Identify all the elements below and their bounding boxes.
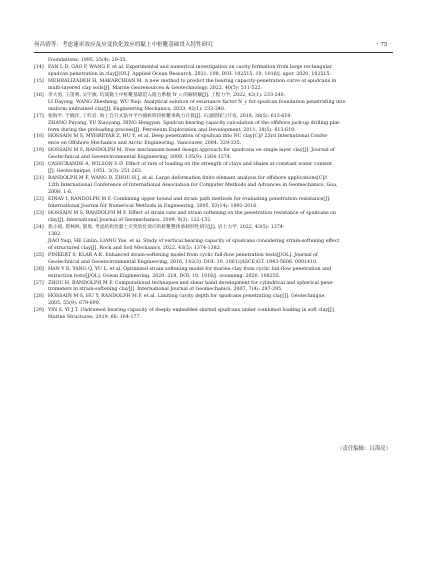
reference-text-line: International Journal for Numerical Methods in Engineering, 2005, 63(14): 1991-2016. <box>48 204 258 210</box>
reference-text-line: PINKERT S, KLAR A K. Enhanced strain-softening model from cyclic full-flow penetration tests[J/OL]. Journal of <box>48 252 318 258</box>
reference-text-line: EINAV I, RANDOLPH M F. Combining upper bound and strain path methods for evaluating penetration resistance[J]. <box>48 197 331 203</box>
reference-text-line: spudcan penetration in clay[J/OL]. Applied Ocean Research, 2021, 108, DOI: 102515. 10. 1016/j. apor. 2020. 102515. <box>48 71 331 77</box>
editor-note: （责任编辑：吕海亮） <box>337 446 391 452</box>
reference-text-line: Geotechnical and Geoenvironmental Engineering, 2016, 142(3). DOI: 10. 1061/(ASCE)GT. 1943-5606. 0001410. <box>48 259 318 265</box>
reference-item <box>34 197 393 211</box>
reference-item <box>34 65 393 79</box>
reference-text-line: 张海平, 于晓洋, 丁红岩. 海上自升式钻井平台插桩阶段桩靴承载力计算[J]. 石油勘探与开发, 2018, 38(5): 613-619. <box>48 113 292 119</box>
reference-number: [26] <box>34 266 44 272</box>
reference-item <box>34 308 393 322</box>
reference-text-line: 李大勇, 王笛鸣, 吴宇旗. 均质黏土中桩靴基础贯入阻力系数 N_c 的解析解[J]. 工程力学, 2022, 42(1): 233-240. <box>48 92 286 98</box>
reference-text-line: ZHOU H, RANDOLPH M F. Computational techniques and shear band development for cylindrical and spherical pene- <box>48 280 334 286</box>
reference-number: [20] <box>34 162 44 168</box>
reference-text-line: HOSSAIN M S, RANDOLPH M F. Effect of strain rate and strain softening on the penetration resistance of spudcans on <box>48 210 337 216</box>
page-number: · 75 · <box>376 42 391 48</box>
reference-item <box>34 114 393 135</box>
reference-text-line: LI Dayong, WANG Zhesheng, WU Yuqi. Analytical solution of resistance factor N_c for spudcan foundation penetrating into <box>48 99 346 105</box>
reference-text-line: 2008: 1-6. <box>48 190 73 196</box>
reference-number: [22] <box>34 197 44 203</box>
reference-number: [25] <box>34 252 44 258</box>
reference-text-line: 焦小斌, 贺林林, 梁勇. 考虑结构性黏土应变软化效应的桩靴整体承载特性研究[J]. 岩土力学, 2022, 43(5): 1374- <box>48 224 285 230</box>
reference-text-line: trometers in strain-softening clay[J]. International Journal of Geomechanics, 2007, 7(4): 287-295. <box>48 287 283 293</box>
reference-text-line: YIN S, YI J T. Undrained bearing capacity of deeply embedded skirted spudcans under combined loading in soft clay[J]. <box>48 308 336 314</box>
reference-item <box>34 225 393 253</box>
reference-text-line: Marine Structures, 2019, 66: 164-177. <box>48 315 142 321</box>
running-header <box>34 40 393 53</box>
reference-text-line: JIAO Yuqi, HE Linlin, LIANG Yue, et al. Study of vertical bearing capacity of spudcans considering strain-softening effect <box>48 238 340 244</box>
reference-number: [16] <box>34 92 44 98</box>
reference-number: [19] <box>34 148 44 154</box>
reference-text-line: ZHANG Puyang, YU Xiaoyang, DING Hongyan. Spudcan bearing capacity calculation of the offshore jack-up drilling plat- <box>48 120 341 126</box>
reference-text-line: HOSSAIN M S, RANDOLPH M. New mechanism-based design approach for spudcans on single layer clay[J]. Journal of <box>48 148 335 154</box>
reference-text-line: of structured clay[J]. Rock and Soil Mechanics, 2022, 43(5): 1374-1382. <box>48 245 222 251</box>
reference-number: [23] <box>34 210 44 216</box>
reference-text-line: Foundations, 1995, 35(4): 29-35. <box>48 58 127 63</box>
reference-text-line: 1382. <box>48 231 62 237</box>
reference-text-line: multi-layered clay soils[J]. Marine Georesources & Geotechnology, 2022, 40(5): 511-522. <box>48 85 262 91</box>
reference-text-line: [J]. Geotechnique, 1951, 2(3): 251-263. <box>48 169 143 175</box>
reference-text-line: FAN L D, GAO P, WANG F, et al. Experimental and numerical investigation on cavity formation from large rectangular <box>48 64 333 70</box>
reference-number: [29] <box>34 308 44 314</box>
reference-number: [17] <box>34 113 44 119</box>
reference-number: [21] <box>34 176 44 182</box>
reference-number: [27] <box>34 280 44 286</box>
reference-number: [18] <box>34 134 44 140</box>
reference-text-line: HOSSAIN M S, HU Y, RANDOLPH M F, et al. Limiting cavity depth for spudcans penetrating clay[J]. Géotechnique, <box>48 294 326 300</box>
reference-item <box>34 148 393 162</box>
reference-number: [28] <box>34 294 44 300</box>
reference-text-line: HOSSAIN M S, MYHREYAR Z, HU Y, et al. Deep penetration of spudcan into NC clay[C]// 23rd International Confer- <box>48 134 329 140</box>
reference-text-line: MEHRALIZADEH H, MAKARCHIAN M. A new method to predict the bearing capacity-penetration curve of spudcans in <box>48 78 337 84</box>
reference-text-line: form during the preloading process[J]. Petroleum Exploration and Development, 2011, 38(5): 613-619. <box>48 127 296 133</box>
reference-number: [24] <box>34 224 44 230</box>
reference-item <box>34 134 393 148</box>
reference-text-line: extraction tests[J/OL]. Ocean Engineering, 2020, 218, DOI: 10. 1016/j. oceaneng. 2020. 108255. <box>48 273 281 279</box>
reference-item <box>34 294 393 308</box>
reference-text-line: RANDOLPH M F, WANG D, ZHOU H J, et al. Large deformation finite element analysis for offshore applications[C]// <box>48 176 328 182</box>
reference-item <box>34 176 393 197</box>
reference-list <box>34 58 393 322</box>
reference-text-line: CASSCRANDE A, WILSON S D. Effect of rate of loading on the strength of clays and shales at constant water content <box>48 162 333 168</box>
reference-item <box>34 58 393 65</box>
reference-item <box>34 267 393 281</box>
reference-item <box>34 281 393 295</box>
reference-text-line: Geotechnical and Geoenvironmental Engineering, 2009, 135(9): 1264-1274. <box>48 155 232 161</box>
reference-item <box>34 162 393 176</box>
reference-text-line: 12th International Conference of International Association for Computer Methods and Advances in Geomechanics, Goa, <box>48 183 338 189</box>
reference-number: [15] <box>34 78 44 84</box>
reference-item <box>34 253 393 267</box>
running-title: 何昌情等：考虑速率效应及应变软化效应的黏土中桩靴基础贯入特性研究 <box>34 42 214 48</box>
reference-item <box>34 79 393 93</box>
reference-text-line: uniform undrained clay[J]. Engineering Mechanics, 2023, 42(1): 233-240. <box>48 106 226 112</box>
reference-item <box>34 93 393 114</box>
reference-text-line: 2005, 55(9): 679-690. <box>48 301 101 307</box>
reference-text-line: clay[J]. International Journal of Geomechanics, 2009, 9(3): 122-132. <box>48 217 212 223</box>
reference-number: [14] <box>34 64 44 70</box>
reference-item <box>34 211 393 225</box>
reference-text-line: ence on Offshore Mechanics and Arctic Engineering. Vancouver, 2004: 329-335. <box>48 141 242 147</box>
reference-text-line: HAN Y R, YANG Q, YU L, et al. Optimized strain softening model for marine clay from cyclic full-flow penetration and <box>48 266 332 272</box>
